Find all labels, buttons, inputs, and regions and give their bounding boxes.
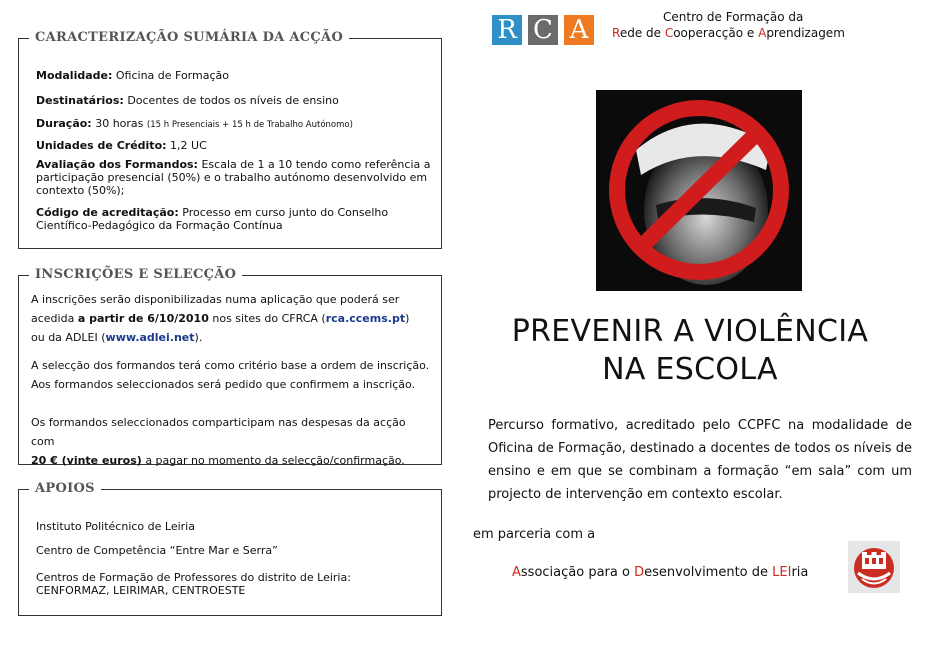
modalidade-label: Modalidade: xyxy=(36,69,113,82)
apoios-section xyxy=(18,481,442,616)
duracao-value: 30 horas xyxy=(95,117,144,130)
avaliacao-line3: contexto (50%); xyxy=(36,184,125,197)
rca-letter-a: A xyxy=(564,15,594,45)
apoio-item-2: Centro de Competência “Entre Mar e Serra” xyxy=(36,544,278,557)
avaliacao-row xyxy=(36,158,431,197)
avaliacao-label: Avaliação dos Formandos: xyxy=(36,158,198,171)
rca-link[interactable]: rca.ccems.pt xyxy=(325,312,406,325)
creditos-label: Unidades de Crédito: xyxy=(36,139,167,152)
page-title-line2: NA ESCOLA xyxy=(602,352,778,387)
inscricoes-heading: INSCRIÇÕES E SELECÇÃO xyxy=(29,267,242,282)
adlei-esenvolvimento: esenvolvimento de xyxy=(644,565,773,580)
avaliacao-line2: participação presencial (50%) e o trabalho autónomo desenvolvido em xyxy=(36,171,428,184)
castle-icon xyxy=(848,541,900,593)
line2-d: ) xyxy=(405,312,410,325)
selecao-text xyxy=(31,356,431,394)
page-title-line1: PREVENIR A VIOLÊNCIA xyxy=(511,314,869,349)
duracao-row xyxy=(36,117,431,132)
despesas-text xyxy=(31,413,431,470)
rca-ede: ede de xyxy=(619,26,665,40)
rca-r: R xyxy=(612,26,620,40)
creditos-row xyxy=(36,139,431,152)
rca-line1: Centro de Formação da xyxy=(663,10,804,24)
line2-c: nos sites do CFRCA ( xyxy=(208,312,326,325)
fee-rest: a pagar no momento da selecção/confirmação. xyxy=(141,454,405,467)
inscricoes-line6: Os formandos seleccionados comparticipam nas despesas da acção com xyxy=(31,416,406,448)
rca-c: C xyxy=(664,26,674,40)
codigo-label: Código de acreditação: xyxy=(36,206,179,219)
adlei-name xyxy=(512,565,808,580)
inscricoes-line7 xyxy=(31,451,431,470)
rca-letter-c: C xyxy=(528,15,558,45)
adlei-ssociacao: ssociação para o xyxy=(520,565,635,580)
description: Percurso formativo, acreditado pelo CCPFC na modalidade de Oficina de Formação, destinado a docentes de todos os níveis de ensino e em que se combinam a formação “em sala” com um projecto de intervenção em contexto escolar. xyxy=(488,418,912,502)
modalidade-row xyxy=(36,69,431,82)
inscricoes-line1: A inscrições serão disponibilizadas numa aplicação que poderá ser xyxy=(31,293,400,306)
rca-line2 xyxy=(612,26,845,40)
codigo-value: Processo em curso junto do Conselho xyxy=(182,206,389,219)
apoio-item-3-line2: CENFORMAZ, LEIRIMAR, CENTROESTE xyxy=(36,584,246,597)
destinatarios-label: Destinatários: xyxy=(36,94,124,107)
inscricoes-text xyxy=(31,290,431,347)
codigo-row xyxy=(36,206,431,232)
fee-amount: 20 € (vinte euros) xyxy=(31,454,142,467)
apoio-item-1: Instituto Politécnico de Leiria xyxy=(36,520,195,533)
apoios-heading: APOIOS xyxy=(29,481,101,496)
rca-ooperaccao: ooperacção e xyxy=(673,26,759,40)
caracterizacao-heading: CARACTERIZAÇÃO SUMÁRIA DA ACÇÃO xyxy=(29,30,349,45)
caracterizacao-section xyxy=(18,30,442,249)
rca-prendizagem: prendizagem xyxy=(766,26,845,40)
prohibition-sign-icon xyxy=(596,90,802,291)
no-violence-image xyxy=(596,90,802,291)
modalidade-value: Oficina de Formação xyxy=(115,69,229,82)
avaliacao-value: Escala de 1 a 10 tendo como referência a xyxy=(201,158,431,171)
codigo-line2: Científico-Pedagógico da Formação Contínua xyxy=(36,219,283,232)
apoio-item-3-line1: Centros de Formação de Professores do distrito de Leiria: xyxy=(36,571,351,584)
start-date: a partir de 6/10/2010 xyxy=(77,312,209,325)
adlei-a: A xyxy=(512,565,521,580)
adlei-logo xyxy=(848,541,900,593)
adlei-d: D xyxy=(634,565,645,580)
partner-intro: em parceria com a xyxy=(473,527,596,542)
inscricoes-line3 xyxy=(31,328,431,347)
destinatarios-value: Docentes de todos os níveis de ensino xyxy=(127,94,339,107)
rca-letter-r: R xyxy=(492,15,522,45)
adlei-ria: ria xyxy=(791,565,809,580)
adlei-link[interactable]: www.adlei.net xyxy=(105,331,195,344)
inscricoes-line2 xyxy=(31,309,431,328)
rca-a: A xyxy=(758,26,767,40)
inscricoes-line4: A selecção dos formandos terá como critério base a ordem de inscrição. xyxy=(31,359,430,372)
duracao-label: Duração: xyxy=(36,117,92,130)
line3-b: ). xyxy=(194,331,203,344)
inscricoes-line5: Aos formandos seleccionados será pedido que confirmem a inscrição. xyxy=(31,378,416,391)
adlei-lei: LEI xyxy=(772,565,792,580)
apoio-item-3 xyxy=(36,571,431,597)
line2-a: acedida xyxy=(31,312,78,325)
line3-a: ou da ADLEI ( xyxy=(31,331,106,344)
creditos-value: 1,2 UC xyxy=(170,139,207,152)
inscricoes-section xyxy=(18,267,442,467)
destinatarios-row xyxy=(36,94,431,107)
duracao-detail: (15 h Presenciais + 15 h de Trabalho Autónomo) xyxy=(146,120,353,130)
